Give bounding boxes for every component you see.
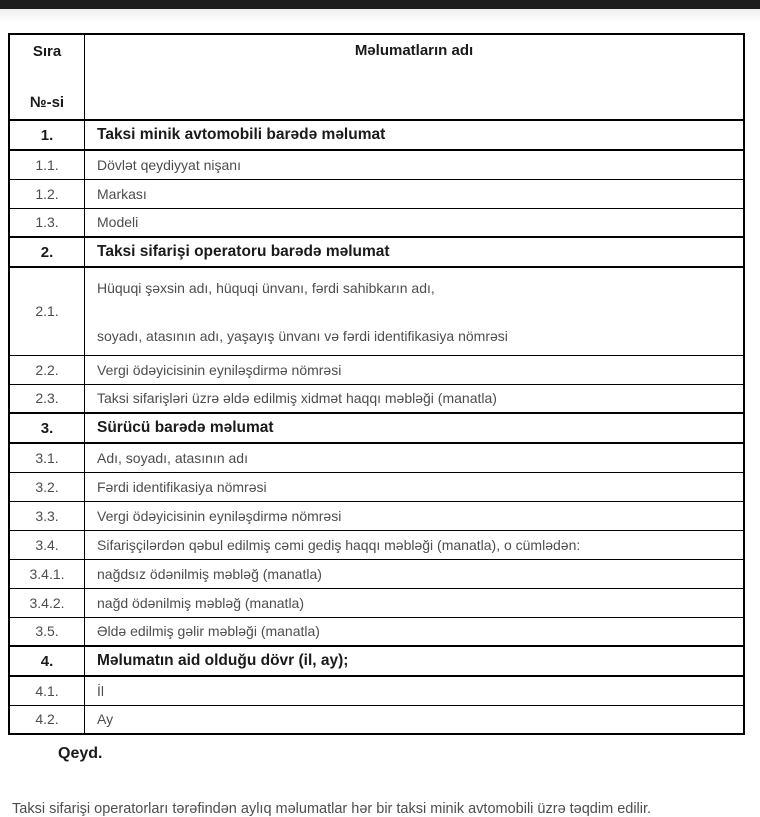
row-number-cell: 3.4. <box>9 530 85 559</box>
row-number-cell: 3.5. <box>9 617 85 646</box>
row-text-cell: Vergi ödəyicisinin eyniləşdirmə nömrəsi <box>85 501 745 530</box>
row-number-cell: 3.1. <box>9 443 85 472</box>
table-row <box>9 179 744 208</box>
table-row <box>9 355 744 384</box>
row-number-cell: 4. <box>9 646 85 676</box>
row-text-cell: Taksi minik avtomobili barədə məlumat <box>85 120 745 150</box>
table-row <box>9 472 744 501</box>
table-row <box>9 413 744 443</box>
row-text-cell: İl <box>85 676 745 705</box>
row-text-cell: Vergi ödəyicisinin eyniləşdirmə nömrəsi <box>85 355 745 384</box>
table-row <box>9 530 744 559</box>
row-text-cell: nağdsız ödənilmiş məbləğ (manatla) <box>85 559 745 588</box>
row-number-cell: 3.4.1. <box>9 559 85 588</box>
table-header-row <box>9 34 744 120</box>
footer-note: Taksi sifarişi operatorları tərəfindən aylıq məlumatlar hər bir taksi minik avtomobili üzrə təqdim edilir. <box>12 801 652 817</box>
table-row <box>9 237 744 267</box>
row-text-line: Hüquqi şəxsin adı, hüquqi ünvanı, fərdi sahibkarın adı, <box>97 280 435 297</box>
document-page <box>0 22 760 817</box>
table-row <box>9 267 744 355</box>
row-number-cell: 2.1. <box>9 267 85 355</box>
row-text-cell: Modeli <box>85 208 745 237</box>
row-text-cell: Adı, soyadı, atasının adı <box>85 443 745 472</box>
row-number-cell: 4.2. <box>9 705 85 734</box>
row-text-cell: Markası <box>85 179 745 208</box>
header-cell-order-number <box>9 34 85 120</box>
table-row <box>9 384 744 413</box>
multiline-text-wrap <box>97 280 743 344</box>
row-number-cell: 1.1. <box>9 150 85 179</box>
row-number-cell: 3.4.2. <box>9 588 85 617</box>
window-top-bar <box>0 0 760 9</box>
row-text-cell: Dövlət qeydiyyat nişanı <box>85 150 745 179</box>
table-row <box>9 443 744 472</box>
row-number-cell: 4.1. <box>9 676 85 705</box>
row-number-cell: 1. <box>9 120 85 150</box>
row-text-cell: Sifarişçilərdən qəbul edilmiş cəmi gediş haqqı məbləği (manatla), o cümlədən: <box>85 530 745 559</box>
table-row <box>9 588 744 617</box>
taxi-info-table <box>8 33 745 735</box>
page-header-gradient <box>0 9 760 22</box>
note-label: Qeyd. <box>58 745 103 762</box>
table-row <box>9 120 744 150</box>
table-row <box>9 208 744 237</box>
row-number-cell: 3.2. <box>9 472 85 501</box>
row-text-cell: Sürücü barədə məlumat <box>85 413 745 443</box>
row-text-cell: Ay <box>85 705 745 734</box>
table-row <box>9 501 744 530</box>
row-text-cell: nağd ödənilmiş məbləğ (manatla) <box>85 588 745 617</box>
header-data-name-label: Məlumatların adı <box>354 42 474 59</box>
row-text-cell: Məlumatın aid olduğu dövr (il, ay); <box>85 646 745 676</box>
table-row <box>9 559 744 588</box>
row-text-line: soyadı, atasının adı, yaşayış ünvanı və fərdi identifikasiya nömrəsi <box>97 328 508 345</box>
table-row <box>9 646 744 676</box>
row-number-cell: 2.3. <box>9 384 85 413</box>
table-row <box>9 705 744 734</box>
header-nesi-label: №-si <box>29 94 65 111</box>
row-number-cell: 1.2. <box>9 179 85 208</box>
row-text-cell <box>85 267 745 355</box>
header-cell-data-name <box>85 34 745 120</box>
row-number-cell: 3. <box>9 413 85 443</box>
table-row <box>9 676 744 705</box>
header-sira-label: Sıra <box>32 43 62 60</box>
row-text-cell: Əldə edilmiş gəlir məbləği (manatla) <box>85 617 745 646</box>
row-number-cell: 1.3. <box>9 208 85 237</box>
row-number-cell: 2. <box>9 237 85 267</box>
row-text-cell: Fərdi identifikasiya nömrəsi <box>85 472 745 501</box>
order-number-header <box>10 35 84 119</box>
row-text-cell: Taksi sifarişləri üzrə əldə edilmiş xidmət haqqı məbləği (manatla) <box>85 384 745 413</box>
row-number-cell: 3.3. <box>9 501 85 530</box>
row-number-cell: 2.2. <box>9 355 85 384</box>
row-text-cell: Taksi sifarişi operatoru barədə məlumat <box>85 237 745 267</box>
table-row <box>9 150 744 179</box>
table-row <box>9 617 744 646</box>
